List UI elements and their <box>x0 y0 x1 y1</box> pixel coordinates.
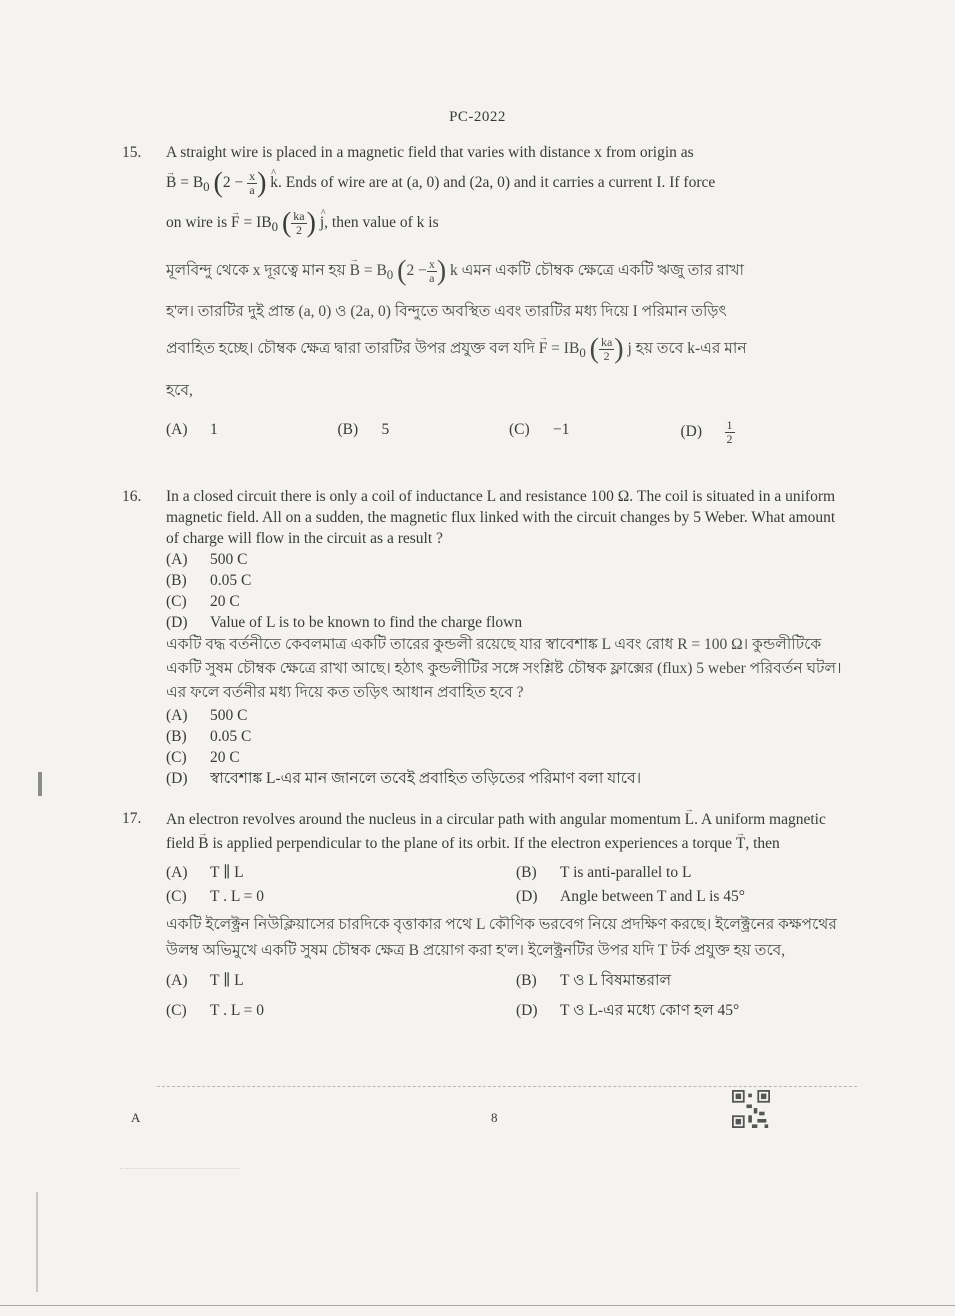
question-16-english-options <box>166 549 852 633</box>
page-bottom-edge <box>0 1305 955 1306</box>
scan-margin-line <box>36 1192 38 1292</box>
option-d: (D) স্বাবেশাঙ্ক L-এর মান জানলে তবেই প্রবাহিত তড়িতের পরিমাণ বলা যাবে। <box>166 770 642 787</box>
question-17-english-options <box>166 862 852 908</box>
fraction: $\frac{ka}{2}$ <box>293 209 305 238</box>
option-a: (A) 1 <box>166 420 218 438</box>
option-d: (D) Angle between T and L is 45° <box>516 888 745 905</box>
option-b: (B) T is anti-parallel to L <box>516 864 692 881</box>
option-b: (B) 0.05 C <box>166 572 252 589</box>
question-17-bengali-options <box>166 970 852 1022</box>
question-set-label: A <box>131 1110 141 1125</box>
page-header-code: PC-2022 <box>449 109 506 125</box>
option-a: (A) 500 C <box>166 707 248 724</box>
option-c: (C) 20 C <box>166 749 240 766</box>
question-16-bengali-options <box>166 705 852 789</box>
option-a: (A) 500 C <box>166 551 248 568</box>
option-d: (D) Value of L is to be known to find the charge flown <box>166 614 523 631</box>
qr-code-icon <box>732 1090 770 1128</box>
question-15-bengali: মূলবিন্দু থেকে x দূরত্বে মান হয় → $B = B_0$ (2 − $\frac{x}{a}$ ) k এমন একটি চৌম্বক ক্ষেত্রে একটি ঋজু তার রাখা হ'ল। তারটির দুই প্রান্ত (a, 0) ও (2a, 0) বিন্দুতে অবস্থিত এবং তারটির মধ্য দিয়ে I পরিমান তড়িৎ প্রবাহিত হচ্ছে। চৌম্বক ক্ষেত্র দ্বারা তারটির উপর প্রযুক্ত বল যদি → $F = IB_0$ ( $\frac{ka}{2}$ ) j হয় তবে k-এর মান হবে, <box>166 252 852 408</box>
option-c: (C) T . L = 0 <box>166 888 264 905</box>
scan-margin-mark <box>38 772 42 796</box>
scan-mark <box>120 1168 240 1169</box>
fraction: $\frac{x}{a}$ <box>249 169 256 197</box>
question-17 <box>122 808 852 1022</box>
option-b: (B) T ও L বিষমান্তরাল <box>516 972 672 989</box>
footer-divider <box>157 1086 857 1087</box>
question-17-bengali: একটি ইলেক্ট্রন নিউক্লিয়াসের চারদিকে বৃত্তাকার পথে L কৌণিক ভরবেগ নিয়ে প্রদক্ষিণ করছে। ইলেক্ট্রনের কক্ষপথের উলম্ব অভিমুখে একটি সুষম চৌম্বক ক্ষেত্র B প্রয়োগ করা হ'ল। ইলেক্ট্রনটির উপর যদি T টর্ক প্রযুক্ত হয় তবে, <box>166 916 837 959</box>
question-number: 17. <box>122 810 142 827</box>
option-d: (D) $\frac{1}{2}$ <box>680 417 733 446</box>
option-a: (A) T ∥ L <box>166 972 244 989</box>
question-number: 15. <box>122 144 142 161</box>
question-15-english: A straight wire is placed in a magnetic field that varies with distance x from origin as → $B = B_0$ (2 − $\frac{x}{a}$ ) ^ k. Ends of wire are at (a, 0) and (2a, 0) and it carries a current I. If force on wire is → $F = IB_0$ ( $\frac{ka}{2}$ ) ^ j, then value of k is <box>166 142 852 238</box>
question-16-bengali: একটি বদ্ধ বর্তনীতে কেবলমাত্র একটি তারের কুন্ডলী রয়েছে যার স্বাবেশাঙ্ক L এবং রোধ R = 100 Ω। কুন্ডলীটিকে একটি সুষম চৌম্বক ক্ষেত্রে রাখা আছে। হঠাৎ কুন্ডলীটির সঙ্গে সংশ্লিষ্ট চৌম্বক ফ্লাক্সের (flux) 5 weber পরিবর্তন ঘটল। এর ফলে বর্তনীর মধ্য দিয়ে কত তড়িৎ আধান প্রবাহিত হবে ? <box>166 636 842 701</box>
page-number: 8 <box>491 1110 498 1125</box>
option-a: (A) T ∥ L <box>166 864 244 881</box>
question-15 <box>122 142 852 446</box>
option-b: (B) 5 <box>337 420 390 438</box>
question-number: 16. <box>122 488 142 505</box>
option-c: (C) T . L = 0 <box>166 1002 264 1019</box>
option-c: (C) 20 C <box>166 593 240 610</box>
option-b: (B) 0.05 C <box>166 728 252 745</box>
option-c: (C) −1 <box>509 420 570 438</box>
question-17-english: An electron revolves around the nucleus in a circular path with angular momentum → L. A uniform magnetic field → B is applied perpendicular to the plane of its orbit. If the electron experiences a torque → T, then <box>166 808 852 856</box>
question-16 <box>122 486 852 789</box>
question-15-options <box>166 419 852 446</box>
option-d: (D) T ও L-এর মধ্যে কোণ হল 45° <box>516 1002 740 1019</box>
question-16-english: In a closed circuit there is only a coil of inductance L and resistance 100 Ω. The coil is situated in a uniform magnetic field. All on a sudden, the magnetic flux linked with the circuit changes by 5 Weber. What amount of charge will flow in the circuit as a result ? <box>166 488 836 547</box>
